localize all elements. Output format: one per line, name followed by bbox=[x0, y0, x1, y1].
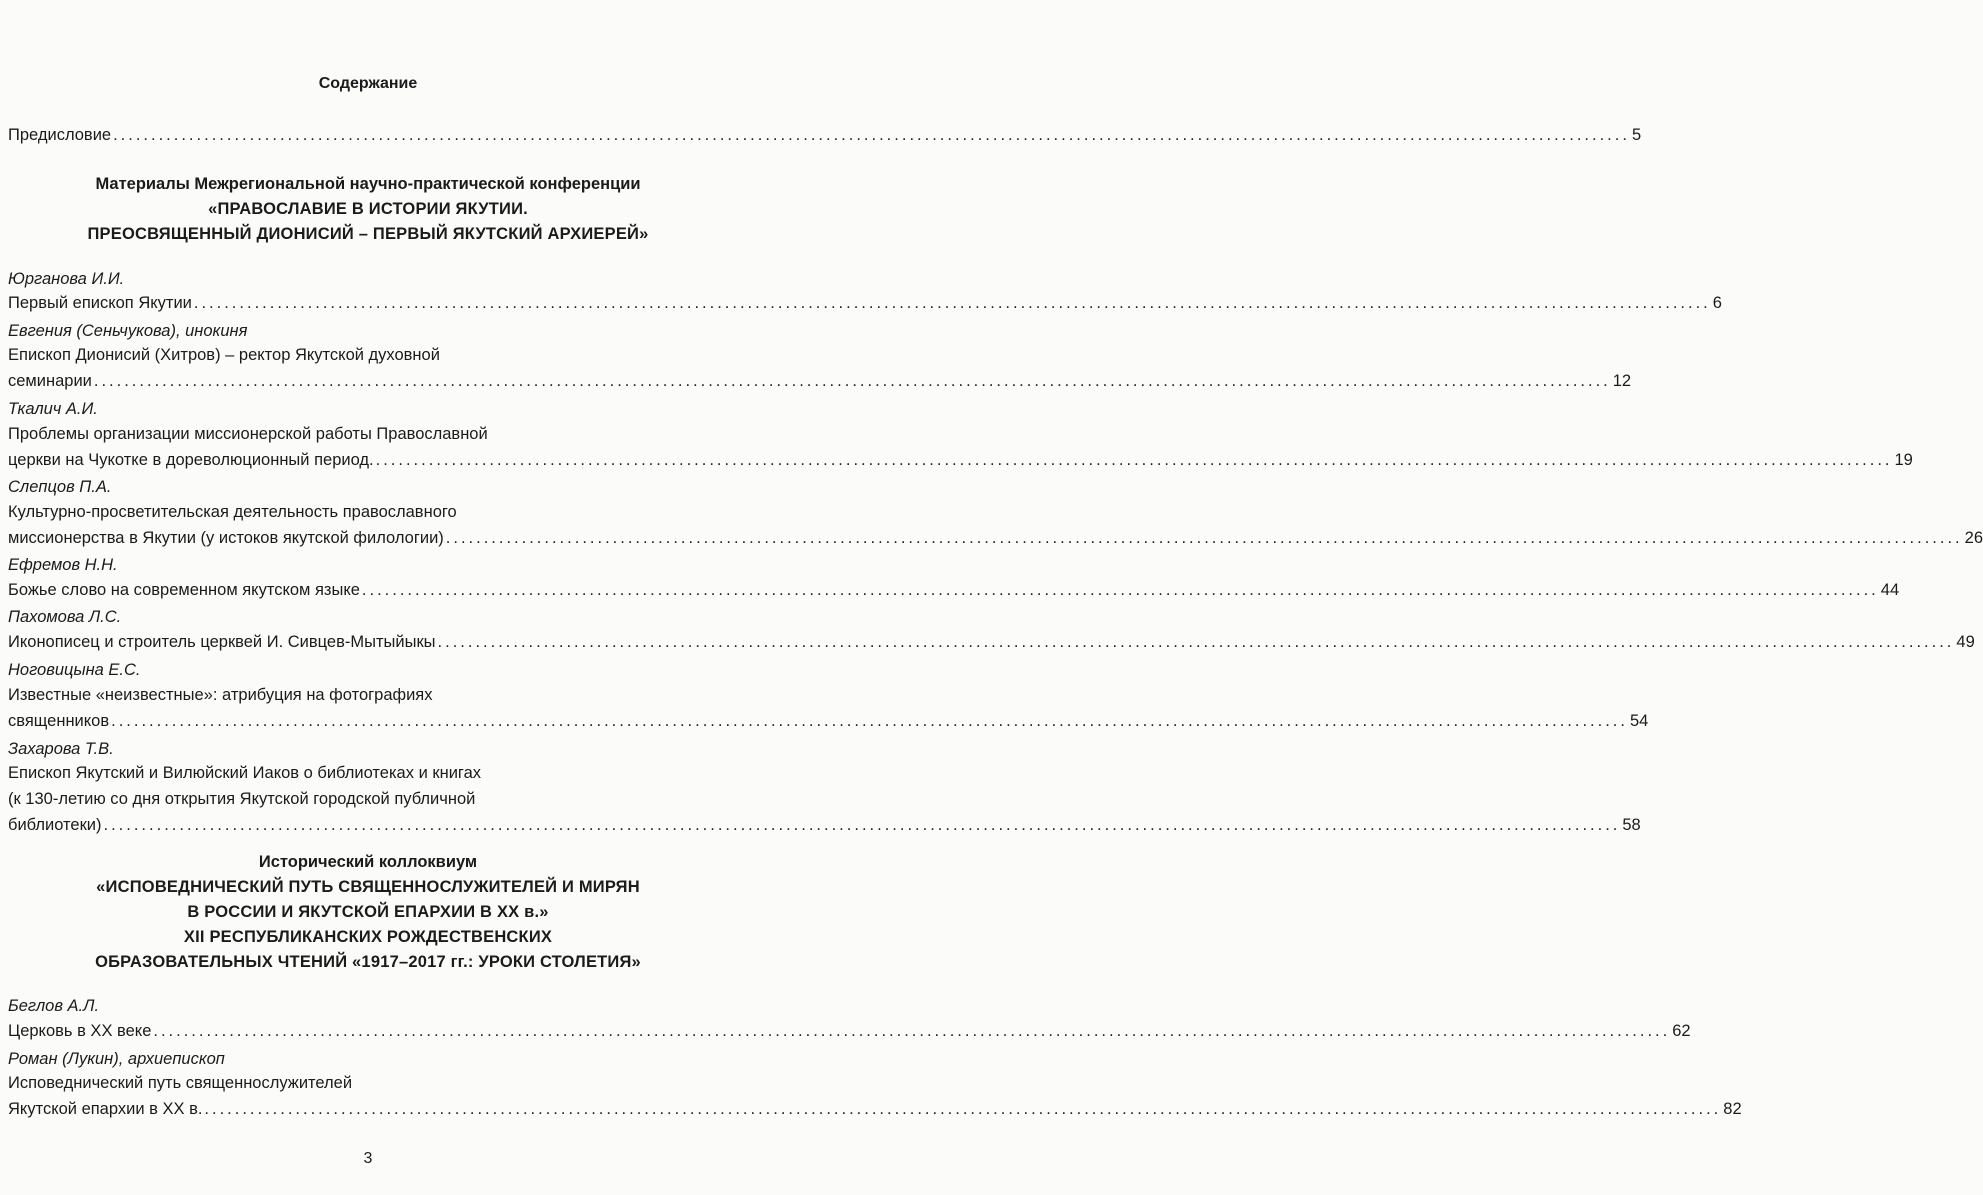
entry-title-line: Епископ Дионисий (Хитров) – ректор Якутской духовной bbox=[8, 346, 440, 364]
entry-title: Божье слово на современном якутском языке bbox=[8, 581, 360, 599]
entry-author: Беглов А.Л. bbox=[8, 997, 100, 1015]
leader-dots: ........................................................................................................................................................................................................ bbox=[153, 1022, 1671, 1040]
entry-title: Иконописец и строитель церквей И. Сивцев-Мытыйыкы bbox=[8, 633, 436, 651]
leader-dots: ........................................................................................................................................................................................................ bbox=[445, 529, 1963, 547]
entry-author: Роман (Лукин), архиепископ bbox=[8, 1050, 225, 1068]
section-2-subtitle: Исторический коллоквиум bbox=[258, 853, 478, 871]
leader-dots: ........................................................................................................................................................................................................ bbox=[103, 816, 1621, 834]
toc-entry[interactable] bbox=[8, 1020, 1691, 1042]
entry-title: церкви на Чукотке в дореволюционный период. bbox=[8, 451, 374, 469]
entry-page: 54 bbox=[1629, 712, 1649, 730]
toc-entry[interactable] bbox=[8, 631, 1975, 653]
section-1-title-line-2: ПРЕОСВЯЩЕННЫЙ ДИОНИСИЙ – ПЕРВЫЙ ЯКУТСКИЙ АРХИЕРЕЙ» bbox=[87, 225, 649, 243]
entry-author: Евгения (Сеньчукова), инокиня bbox=[8, 322, 248, 340]
entry-title: Якутской епархии в XX в. bbox=[8, 1100, 203, 1118]
leader-dots: ........................................................................................................................................................................................................ bbox=[361, 581, 1879, 599]
section-2-title-line-1: «ИСПОВЕДНИЧЕСКИЙ ПУТЬ СВЯЩЕННОСЛУЖИТЕЛЕЙ И МИРЯН bbox=[96, 878, 640, 896]
entry-title: Первый епископ Якутии bbox=[8, 294, 192, 312]
toc-entry[interactable] bbox=[8, 292, 1722, 314]
toc-entry[interactable] bbox=[8, 370, 1632, 392]
leader-dots: ........................................................................................................................................................................................................ bbox=[113, 126, 1630, 144]
entry-page: 5 bbox=[1631, 126, 1642, 144]
entry-title: священников bbox=[8, 712, 110, 730]
entry-page: 58 bbox=[1622, 816, 1641, 834]
entry-page: 12 bbox=[1612, 372, 1632, 390]
leader-dots: ........................................................................................................................................................................................................ bbox=[193, 294, 1711, 312]
section-1-heading bbox=[0, 172, 736, 247]
section-2-title-line-2: В РОССИИ И ЯКУТСКОЙ ЕПАРХИИ В XX в.» bbox=[187, 903, 549, 921]
entry-page: 62 bbox=[1672, 1022, 1691, 1040]
entry-title: миссионерства в Якутии (у истоков якутской филологии) bbox=[8, 529, 444, 547]
section-2-heading bbox=[0, 850, 736, 975]
toc-entry[interactable] bbox=[8, 710, 1649, 732]
entry-author: Слепцов П.А. bbox=[8, 478, 112, 496]
toc-entry[interactable] bbox=[8, 579, 1900, 601]
section-2-title-line-4: ОБРАЗОВАТЕЛЬНЫХ ЧТЕНИЙ «1917–2017 гг.: УРОКИ СТОЛЕТИЯ» bbox=[95, 953, 641, 971]
entry-title: Церковь в XX веке bbox=[8, 1022, 152, 1040]
entry-title-line: Епископ Якутский и Вилюйский Иаков о библиотеках и книгах bbox=[8, 764, 481, 782]
toc-entry[interactable] bbox=[8, 449, 1913, 471]
entry-page: 49 bbox=[1956, 633, 1975, 651]
entry-author: Юрганова И.И. bbox=[8, 270, 125, 288]
entry-title-line: (к 130-летию со дня открытия Якутской городской публичной bbox=[8, 790, 476, 808]
page-number: 3 bbox=[363, 1150, 373, 1167]
entry-title-line: Исповеднический путь священнослужителей bbox=[8, 1074, 353, 1092]
entry-author: Пахомова Л.С. bbox=[8, 608, 122, 626]
section-1-subtitle: Материалы Межрегиональной научно-практической конференции bbox=[95, 175, 641, 193]
entry-author: Захарова Т.В. bbox=[8, 740, 114, 758]
leader-dots: ........................................................................................................................................................................................................ bbox=[93, 372, 1611, 390]
entry-title: семинарии bbox=[8, 372, 92, 390]
toc-entry-preface[interactable] bbox=[8, 124, 1642, 146]
toc-entry[interactable] bbox=[8, 814, 1641, 836]
section-2-title-line-3: XII РЕСПУБЛИКАНСКИХ РОЖДЕСТВЕНСКИХ bbox=[183, 928, 553, 946]
entry-title-line: Проблемы организации миссионерской работы Православной bbox=[8, 425, 488, 443]
entry-title-line: Культурно-просветительская деятельность православного bbox=[8, 503, 457, 521]
entry-author: Ноговицына Е.С. bbox=[8, 661, 141, 679]
page-title: Содержание bbox=[318, 75, 418, 92]
entry-author: Ефремов Н.Н. bbox=[8, 556, 118, 574]
entry-page: 6 bbox=[1712, 294, 1722, 312]
entry-page: 44 bbox=[1880, 581, 1900, 599]
entry-title: библиотеки) bbox=[8, 816, 102, 834]
entry-page: 82 bbox=[1723, 1100, 1742, 1118]
leader-dots: ........................................................................................................................................................................................................ bbox=[375, 451, 1893, 469]
entry-page: 26 bbox=[1964, 529, 1983, 547]
entry-title-line: Известные «неизвестные»: атрибуция на фотографиях bbox=[8, 686, 433, 704]
leader-dots: ........................................................................................................................................................................................................ bbox=[111, 712, 1628, 730]
leader-dots: ........................................................................................................................................................................................................ bbox=[437, 633, 1955, 651]
section-1-title-line-1: «ПРАВОСЛАВИЕ В ИСТОРИИ ЯКУТИИ. bbox=[208, 200, 528, 218]
entry-author: Ткалич А.И. bbox=[8, 400, 98, 418]
leader-dots: ........................................................................................................................................................................................................ bbox=[204, 1100, 1722, 1118]
toc-entry[interactable] bbox=[8, 527, 1983, 549]
toc-entry[interactable] bbox=[8, 1098, 1742, 1120]
entry-title: Предисловие bbox=[8, 126, 112, 144]
entry-page: 19 bbox=[1894, 451, 1913, 469]
